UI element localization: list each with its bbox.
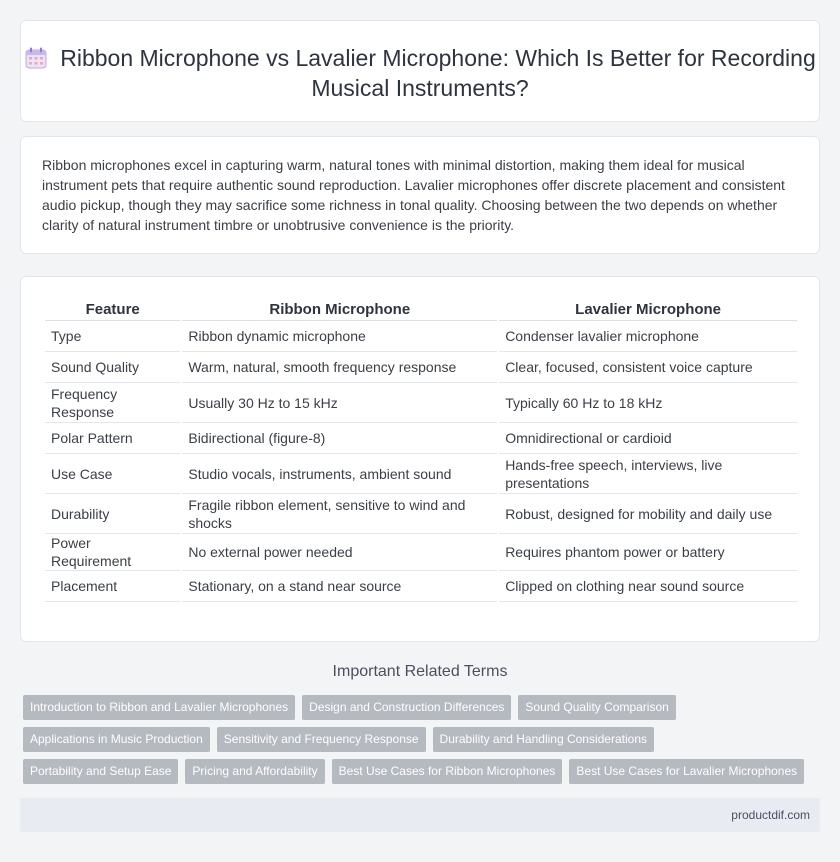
related-term-tag[interactable]: Pricing and Affordability	[185, 759, 324, 784]
feature-cell: Use Case	[45, 454, 180, 494]
related-term-tag[interactable]: Applications in Music Production	[23, 727, 210, 752]
summary-card	[20, 136, 820, 254]
ribbon-cell: Ribbon dynamic microphone	[182, 321, 497, 352]
lavalier-cell: Robust, designed for mobility and daily use	[499, 494, 797, 534]
title-wrap	[21, 43, 819, 103]
related-term-tag[interactable]: Portability and Setup Ease	[23, 759, 178, 784]
feature-cell: Frequency Response	[45, 383, 180, 423]
ribbon-cell: Warm, natural, smooth frequency response	[182, 352, 497, 383]
table-row	[45, 352, 797, 383]
footer	[20, 798, 820, 832]
lavalier-cell: Hands-free speech, interviews, live presentations	[499, 454, 797, 494]
table-row	[45, 454, 797, 494]
related-term-tag[interactable]: Design and Construction Differences	[302, 695, 511, 720]
table-row	[45, 321, 797, 352]
feature-cell: Sound Quality	[45, 352, 180, 383]
ribbon-cell: Fragile ribbon element, sensitive to wind and shocks	[182, 494, 497, 534]
related-terms-tags	[23, 695, 823, 791]
tag-row	[23, 727, 823, 752]
ribbon-cell: Usually 30 Hz to 15 kHz	[182, 383, 497, 423]
related-term-tag[interactable]: Best Use Cases for Lavalier Microphones	[569, 759, 804, 784]
ribbon-cell: Bidirectional (figure-8)	[182, 423, 497, 454]
header-ribbon: Ribbon Microphone	[182, 297, 497, 321]
table-row	[45, 534, 797, 571]
header-feature: Feature	[45, 297, 180, 321]
lavalier-cell: Condenser lavalier microphone	[499, 321, 797, 352]
calendar-icon	[24, 47, 48, 69]
table-row	[45, 383, 797, 423]
summary-text: Ribbon microphones excel in capturing warm, natural tones with minimal distortion, making them ideal for musical instrument pets that require authentic sound reproduction. Lavalier microphones offer discrete placement and consistent audio pickup, though they may sacrifice some richness in tonal quality. Choosing between the two depends on whether clarity of natural instrument timbre or unobtrusive convenience is the priority.	[42, 157, 785, 233]
title-card	[20, 20, 820, 122]
site-name: productdif.com	[731, 808, 810, 822]
comparison-table	[43, 297, 799, 602]
feature-cell: Type	[45, 321, 180, 352]
related-term-tag[interactable]: Best Use Cases for Ribbon Microphones	[332, 759, 563, 784]
tag-row	[23, 759, 823, 784]
related-term-tag[interactable]: Sound Quality Comparison	[518, 695, 675, 720]
ribbon-cell: No external power needed	[182, 534, 497, 571]
table-row	[45, 494, 797, 534]
related-term-tag[interactable]: Sensitivity and Frequency Response	[217, 727, 426, 752]
table-row	[45, 571, 797, 602]
ribbon-cell: Stationary, on a stand near source	[182, 571, 497, 602]
related-term-tag[interactable]: Introduction to Ribbon and Lavalier Microphones	[23, 695, 295, 720]
lavalier-cell: Clipped on clothing near sound source	[499, 571, 797, 602]
tag-row	[23, 695, 823, 720]
lavalier-cell: Clear, focused, consistent voice capture	[499, 352, 797, 383]
table-header-row	[45, 297, 797, 321]
page-title: Ribbon Microphone vs Lavalier Microphone: Which Is Better for Recording Musical Instruments?	[60, 45, 816, 101]
related-terms-title: Important Related Terms	[332, 663, 508, 680]
feature-cell: Polar Pattern	[45, 423, 180, 454]
lavalier-cell: Requires phantom power or battery	[499, 534, 797, 571]
feature-cell: Placement	[45, 571, 180, 602]
related-term-tag[interactable]: Durability and Handling Considerations	[433, 727, 654, 752]
feature-cell: Durability	[45, 494, 180, 534]
header-lavalier: Lavalier Microphone	[499, 297, 797, 321]
lavalier-cell: Typically 60 Hz to 18 kHz	[499, 383, 797, 423]
comparison-card	[20, 276, 820, 642]
table-row	[45, 423, 797, 454]
lavalier-cell: Omnidirectional or cardioid	[499, 423, 797, 454]
ribbon-cell: Studio vocals, instruments, ambient sound	[182, 454, 497, 494]
feature-cell: Power Requirement	[45, 534, 180, 571]
